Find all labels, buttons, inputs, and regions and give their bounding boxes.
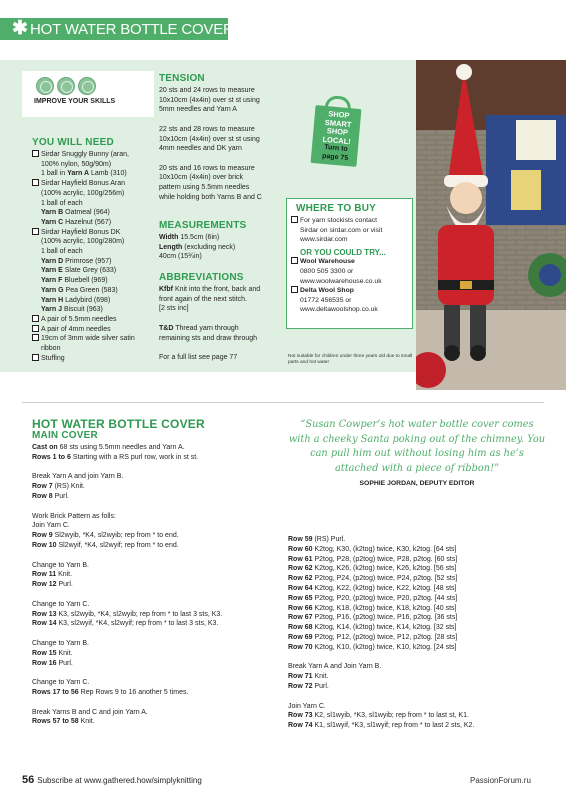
shop-line — [291, 257, 411, 267]
text-line — [32, 580, 282, 590]
checkbox-icon — [32, 179, 39, 186]
text-line — [32, 708, 282, 718]
text-line: 10x10cm (4x4in) over st st using — [159, 135, 260, 143]
text-line — [288, 692, 546, 702]
measurements-text — [159, 233, 287, 262]
text-line: 20 sts and 24 rows to measure — [159, 87, 255, 94]
text: Break Yarn A and join Yarn B. — [32, 473, 124, 481]
santa-illustration — [416, 60, 566, 390]
text: ribbon — [41, 345, 61, 353]
text-line — [159, 115, 287, 125]
text: Purl. — [56, 659, 73, 667]
text: Biscuit (963) — [62, 306, 103, 314]
checkbox-icon — [32, 150, 39, 157]
page-footer — [22, 774, 202, 786]
text: Knit into the front, back and — [173, 286, 261, 293]
text-line — [159, 285, 287, 295]
santa-photo — [416, 60, 566, 390]
subscribe-link[interactable]: Subscribe at www.gathered.how/simplyknitting — [37, 776, 202, 785]
bold-text: Rows 17 to 56 — [32, 688, 79, 696]
text-line — [32, 531, 282, 541]
text: K2, sl1wyib, *K3, sl1wyib; rep from * to last st, K1. — [312, 712, 469, 720]
bold-text: Rows 1 to 6 — [32, 453, 71, 461]
text-line — [288, 574, 546, 584]
text: K1, sl1wyif, *K3, sl1wyif; rep from * to last 2 sts, K2. — [312, 722, 475, 730]
bold-text: Row 72 — [288, 682, 313, 690]
alt-heading: OR YOU COULD TRY... — [300, 247, 386, 257]
text: Change to Yarn C. — [32, 679, 90, 687]
text: K2tog, K22, (k2tog) twice, K22, k2tog. [48 sts] — [312, 584, 457, 592]
bold-text: Row 14 — [32, 620, 57, 628]
text-line — [159, 353, 287, 363]
text-line — [32, 600, 282, 610]
text-line — [159, 252, 287, 262]
bag-line: page 75 — [321, 152, 349, 162]
measurements-heading: MEASUREMENTS — [159, 220, 247, 231]
text: (100% acrylic, 100g/256m) — [41, 189, 125, 197]
text: Starting with a RS purl row, work in st st. — [70, 453, 199, 461]
text-line — [159, 243, 287, 253]
text-line — [32, 619, 282, 629]
text: Break Yarns B and C and join Yarn A. — [32, 708, 148, 716]
text-line — [32, 482, 282, 492]
bold-text: Row 67 — [288, 614, 313, 622]
text-line — [159, 233, 287, 243]
text-line — [32, 354, 157, 364]
bold-text: Row 65 — [288, 594, 313, 602]
text-line — [288, 633, 546, 643]
bold-text: Cast on — [32, 444, 58, 451]
text-line — [32, 492, 282, 502]
tension-heading: TENSION — [159, 73, 205, 84]
text: P2tog, P20, (p2tog) twice, P20, p2tog. [44 sts] — [312, 594, 458, 602]
shop-local-badge — [313, 109, 361, 164]
text-line — [288, 672, 546, 682]
text: Join Yarn C. — [288, 702, 326, 710]
text: Stuffing — [41, 354, 65, 362]
bag-line: LOCAL! — [322, 134, 352, 146]
bold-text: Row 7 — [32, 483, 53, 491]
text-line — [32, 668, 282, 678]
bold-text: Row 15 — [32, 649, 57, 657]
where-to-buy-heading: WHERE TO BUY — [296, 203, 376, 214]
bold-text: Row 62 — [288, 575, 313, 583]
text: Bluebell (969) — [62, 277, 108, 285]
abbreviations-heading: ABBREVIATIONS — [159, 272, 244, 283]
text-line — [32, 678, 282, 688]
text-line — [32, 521, 282, 531]
text: 1 ball of each — [41, 199, 83, 207]
checkbox-icon — [32, 354, 39, 361]
text-line — [32, 296, 157, 306]
text-line — [159, 343, 287, 353]
text: 40cm (15¾in) — [159, 253, 202, 261]
text: 1 ball of each — [41, 248, 83, 256]
text: A pair of 5.5mm needles — [41, 315, 117, 323]
bold-text: Row 61 — [288, 555, 313, 563]
page-number: 56 — [22, 774, 35, 786]
text-line — [32, 189, 157, 199]
text-line — [32, 325, 157, 335]
text-line: 10x10cm (4x4in) over brick — [159, 174, 244, 182]
yarn-ball-icon — [57, 77, 75, 95]
shop-web: www.deltawoolshop.co.uk — [300, 306, 378, 314]
bold-text: Row 60 — [288, 545, 313, 553]
text-line — [32, 443, 282, 453]
text-line — [32, 590, 282, 600]
text: Thread yarn through — [173, 324, 239, 332]
text-line — [288, 594, 546, 604]
bold-text: Row 12 — [32, 581, 57, 589]
bold-text: Row 73 — [288, 712, 313, 720]
shop-name: Delta Wool Shop — [300, 287, 354, 295]
bag-line: SHOP SMART — [324, 109, 352, 129]
asterisk-icon: ✱ — [12, 18, 28, 39]
bold-text: T&D — [159, 324, 174, 332]
text: K2tog, K14, (k2tog) twice, K14, k2tog. [32 sts] — [312, 624, 457, 632]
text: K2tog, K30, (k2tog) twice, K30, k2tog. [64 sts] — [312, 545, 457, 553]
text: 68 sts using 5.5mm needles and Yarn A. — [57, 444, 185, 451]
bold-text: Yarn E — [41, 267, 63, 275]
text-line — [159, 304, 287, 314]
bold-text: Row 66 — [288, 604, 313, 612]
text: Purl. — [312, 682, 329, 690]
watermark: PassionForum.ru — [470, 776, 531, 785]
text: For yarn stockists contact — [300, 217, 378, 224]
text-line — [32, 629, 282, 639]
where-to-buy-text — [291, 216, 411, 315]
text: Knit. — [312, 673, 329, 681]
text-line: 20 sts and 16 rows to measure — [159, 164, 255, 172]
text: Break Yarn A and Join Yarn B. — [288, 663, 382, 671]
text-line — [32, 160, 157, 170]
text-line — [32, 688, 282, 698]
text-line: 4mm needles and DK yarn — [159, 145, 242, 153]
text: Sirdar Snuggly Bunny (aran, — [41, 151, 129, 158]
text-line: 5mm needles and Yarn A — [159, 106, 237, 114]
bold-text: Kfbf — [159, 286, 173, 293]
text-line — [32, 286, 157, 296]
text-line — [159, 314, 287, 324]
text: Change to Yarn C. — [32, 600, 90, 608]
text: 1 ball in — [41, 170, 68, 178]
text: Primrose (957) — [63, 257, 112, 265]
text: Purl. — [52, 492, 69, 500]
safety-disclaimer: Not suitable for children under three years old due to small parts and hot water — [288, 354, 413, 365]
text: Sl2wyif, *K4, sl2wyif; rep from * to end. — [56, 541, 179, 549]
bold-text: Row 59 — [288, 536, 313, 543]
text: K2tog, K26, (k2tog) twice, K26, k2tog. [56 sts] — [312, 565, 457, 573]
text: Sirdar Hayfield Bonus DK — [41, 228, 121, 236]
page-title: HOT WATER BOTTLE COVER — [30, 21, 234, 38]
bold-text: Yarn D — [41, 257, 64, 265]
bold-text: Yarn G — [41, 286, 64, 294]
text-line: 10x10cm (4x4in) over st st using — [159, 96, 260, 104]
text: Knit. — [78, 718, 95, 726]
text-line — [288, 653, 546, 663]
editor-quote: “Susan Cowper’s hot water bottle cover comes with a cheeky Santa poking out of the chimney. You can pull him out without losing him as he’s attached with a piece of ribbon!” — [288, 419, 546, 474]
text-line — [32, 610, 282, 620]
text: K3, sl2wyib, *K4, sl2wyib; rep from * to last 3 sts, K3. — [56, 610, 223, 618]
yarn-ball-icon — [36, 77, 54, 95]
text-line — [32, 463, 282, 473]
text-line — [32, 179, 157, 189]
bold-text: Row 9 — [32, 532, 53, 540]
text: P2tog, P24, (p2tog) twice, P24, p2tog. [52 sts] — [312, 575, 458, 583]
text-line — [32, 659, 282, 669]
text: Knit. — [56, 571, 73, 579]
text-line — [288, 711, 546, 721]
text-line — [32, 512, 282, 522]
text: Join Yarn C. — [32, 522, 70, 530]
bold-text: Row 69 — [288, 633, 313, 641]
text: Knit. — [56, 649, 73, 657]
text-line — [288, 584, 546, 594]
text-line: pattern using 5.5mm needles — [159, 184, 250, 192]
bold-text: Yarn F — [41, 277, 63, 285]
text-line — [32, 541, 282, 551]
text-line — [32, 237, 157, 247]
bold-text: Row 11 — [32, 571, 57, 579]
text-line — [288, 545, 546, 555]
quote-attribution: SOPHIE JORDAN, DEPUTY EDITOR — [359, 480, 475, 487]
text-line — [159, 334, 287, 344]
text: (excluding neck) — [182, 243, 236, 251]
text-line — [32, 502, 282, 512]
bold-text: Rows 57 to 58 — [32, 718, 79, 726]
text-line — [288, 643, 546, 653]
bold-text: Row 13 — [32, 610, 57, 618]
shop-phone: 0800 505 3300 or — [300, 267, 354, 275]
text-line: while holding both Yarns B and C — [159, 193, 262, 201]
text-line — [32, 570, 282, 580]
abbreviations-text — [159, 285, 287, 363]
text: Slate Grey (633) — [62, 267, 117, 275]
text: [2 sts inc] — [159, 305, 189, 313]
bold-text: Length — [159, 243, 183, 251]
checkbox-icon — [32, 334, 39, 341]
text: Sirdar Hayfield Bonus Aran — [41, 180, 126, 188]
text: Oatmeal (964) — [63, 209, 110, 217]
text: Sl2wyib, *K4, sl2wyib; rep from * to end. — [52, 532, 179, 540]
bold-text: Row 8 — [32, 492, 53, 500]
bold-text: Yarn J — [41, 306, 63, 314]
stockist-line: www.sirdar.com — [300, 236, 348, 244]
text: remaining sts and draw through — [159, 334, 258, 342]
text: Rep Rows 9 to 16 another 5 times. — [78, 688, 189, 696]
bold-text: Yarn H — [41, 296, 64, 304]
text-line — [32, 551, 282, 561]
text-line — [32, 150, 157, 160]
text-line — [32, 717, 282, 727]
text-line — [288, 662, 546, 672]
text: (RS) Purl. — [312, 536, 346, 543]
text-line — [159, 295, 287, 305]
bold-text: Row 70 — [288, 643, 313, 651]
text: K3, sl2wyif, *K4, sl2wyif; rep from * to last 3 sts, K3. — [56, 620, 219, 628]
text: (RS) Knit. — [52, 483, 85, 491]
pattern-subtitle: MAIN COVER — [32, 430, 98, 441]
text: Hazelnut (567) — [63, 218, 112, 226]
text-line — [288, 682, 546, 692]
bold-text: Yarn A — [67, 170, 89, 178]
text-line — [159, 324, 287, 334]
bold-text: Row 68 — [288, 624, 313, 632]
text-line — [32, 561, 282, 571]
text-line — [32, 266, 157, 276]
bold-text: Yarn B — [41, 209, 64, 217]
text: P2tog, P16, (p2tog) twice, P16, p2tog. [36 sts] — [312, 614, 458, 622]
checkbox-icon — [32, 315, 39, 322]
stockist-line — [291, 216, 411, 226]
text-line — [288, 702, 546, 712]
text: Purl. — [56, 581, 73, 589]
checkbox-icon — [32, 325, 39, 332]
text-line — [288, 721, 546, 731]
you-will-need-heading: YOU WILL NEED — [32, 137, 114, 148]
bold-text: Row 74 — [288, 722, 313, 730]
text: Lamb (310) — [89, 170, 127, 178]
text: 100% nylon, 50g/90m) — [41, 160, 112, 168]
bold-text: Row 64 — [288, 584, 313, 592]
section-divider — [22, 402, 544, 403]
text-line — [159, 154, 287, 164]
text-line — [32, 169, 157, 179]
text-line — [288, 535, 546, 545]
text-line — [32, 639, 282, 649]
text: Work Brick Pattern as folls: — [32, 512, 116, 520]
shop-name: Wool Warehouse — [300, 258, 355, 266]
shop-phone: 01772 456535 or — [300, 296, 352, 304]
text-line — [288, 555, 546, 565]
materials-list — [32, 150, 157, 363]
text-line — [32, 228, 157, 238]
text-line — [32, 453, 282, 463]
text: K2tog, K10, (k2tog) twice, K10, k2tog. [24 sts] — [312, 643, 457, 651]
text: front again of the next stitch. — [159, 295, 247, 303]
checkbox-icon — [291, 286, 298, 293]
text: K2tog, K18, (k2tog) twice, K18, k2tog. [40 sts] — [312, 604, 457, 612]
text: Change to Yarn B. — [32, 639, 89, 647]
text: (100% acrylic, 100g/280m) — [41, 238, 125, 246]
text: P2tog, P12, (p2tog) twice, P12, p2tog. [28 sts] — [312, 633, 458, 641]
shop-web: www.woolwarehouse.co.uk — [300, 277, 382, 285]
text-line — [32, 305, 157, 315]
text-line — [32, 315, 157, 325]
text-line: 22 sts and 28 rows to measure — [159, 125, 255, 133]
stockist-line: Sirdar on sirdar.com or visit — [300, 226, 383, 234]
text-line — [32, 218, 157, 228]
pattern-title: HOT WATER BOTTLE COVER — [32, 417, 205, 431]
text: Pea Green (583) — [63, 286, 118, 294]
text-line — [288, 604, 546, 614]
text-line — [32, 344, 157, 354]
text-line — [32, 649, 282, 659]
bold-text: Row 16 — [32, 659, 57, 667]
bold-text: Row 62 — [288, 565, 313, 573]
text-line — [32, 276, 157, 286]
text-line — [288, 564, 546, 574]
text-line — [288, 623, 546, 633]
text: 19cm of 3mm wide silver satin — [41, 335, 135, 343]
pattern-left-column — [32, 443, 282, 727]
text: Ladybird (698) — [63, 296, 111, 304]
text: P2tog, P28, (p2tog) twice, P28, p2tog. [60 sts] — [312, 555, 458, 563]
checkbox-icon — [32, 228, 39, 235]
tension-text — [159, 86, 287, 202]
skills-label: IMPROVE YOUR SKILLS — [34, 98, 116, 105]
bag-line: Turn to — [323, 143, 349, 153]
bag-line: SHOP — [326, 126, 349, 137]
text: 15.5cm (6in) — [178, 234, 220, 241]
bold-text: Row 71 — [288, 673, 313, 681]
text-line — [32, 334, 157, 344]
text-line — [32, 208, 157, 218]
text: Change to Yarn B. — [32, 561, 89, 569]
yarn-ball-icon — [78, 77, 96, 95]
pattern-right-column — [288, 535, 546, 731]
shop-line — [291, 286, 411, 296]
text-line — [32, 247, 157, 257]
checkbox-icon — [291, 257, 298, 264]
bold-text: Width — [159, 234, 179, 241]
text: For a full list see page 77 — [159, 353, 238, 361]
text-line — [32, 199, 157, 209]
text-line — [32, 698, 282, 708]
text-line — [32, 257, 157, 267]
bold-text: Yarn C — [41, 218, 64, 226]
text: A pair of 4mm needles — [41, 325, 111, 333]
bold-text: Row 10 — [32, 541, 57, 549]
text-line — [288, 613, 546, 623]
checkbox-icon — [291, 216, 298, 223]
text-line — [32, 472, 282, 482]
